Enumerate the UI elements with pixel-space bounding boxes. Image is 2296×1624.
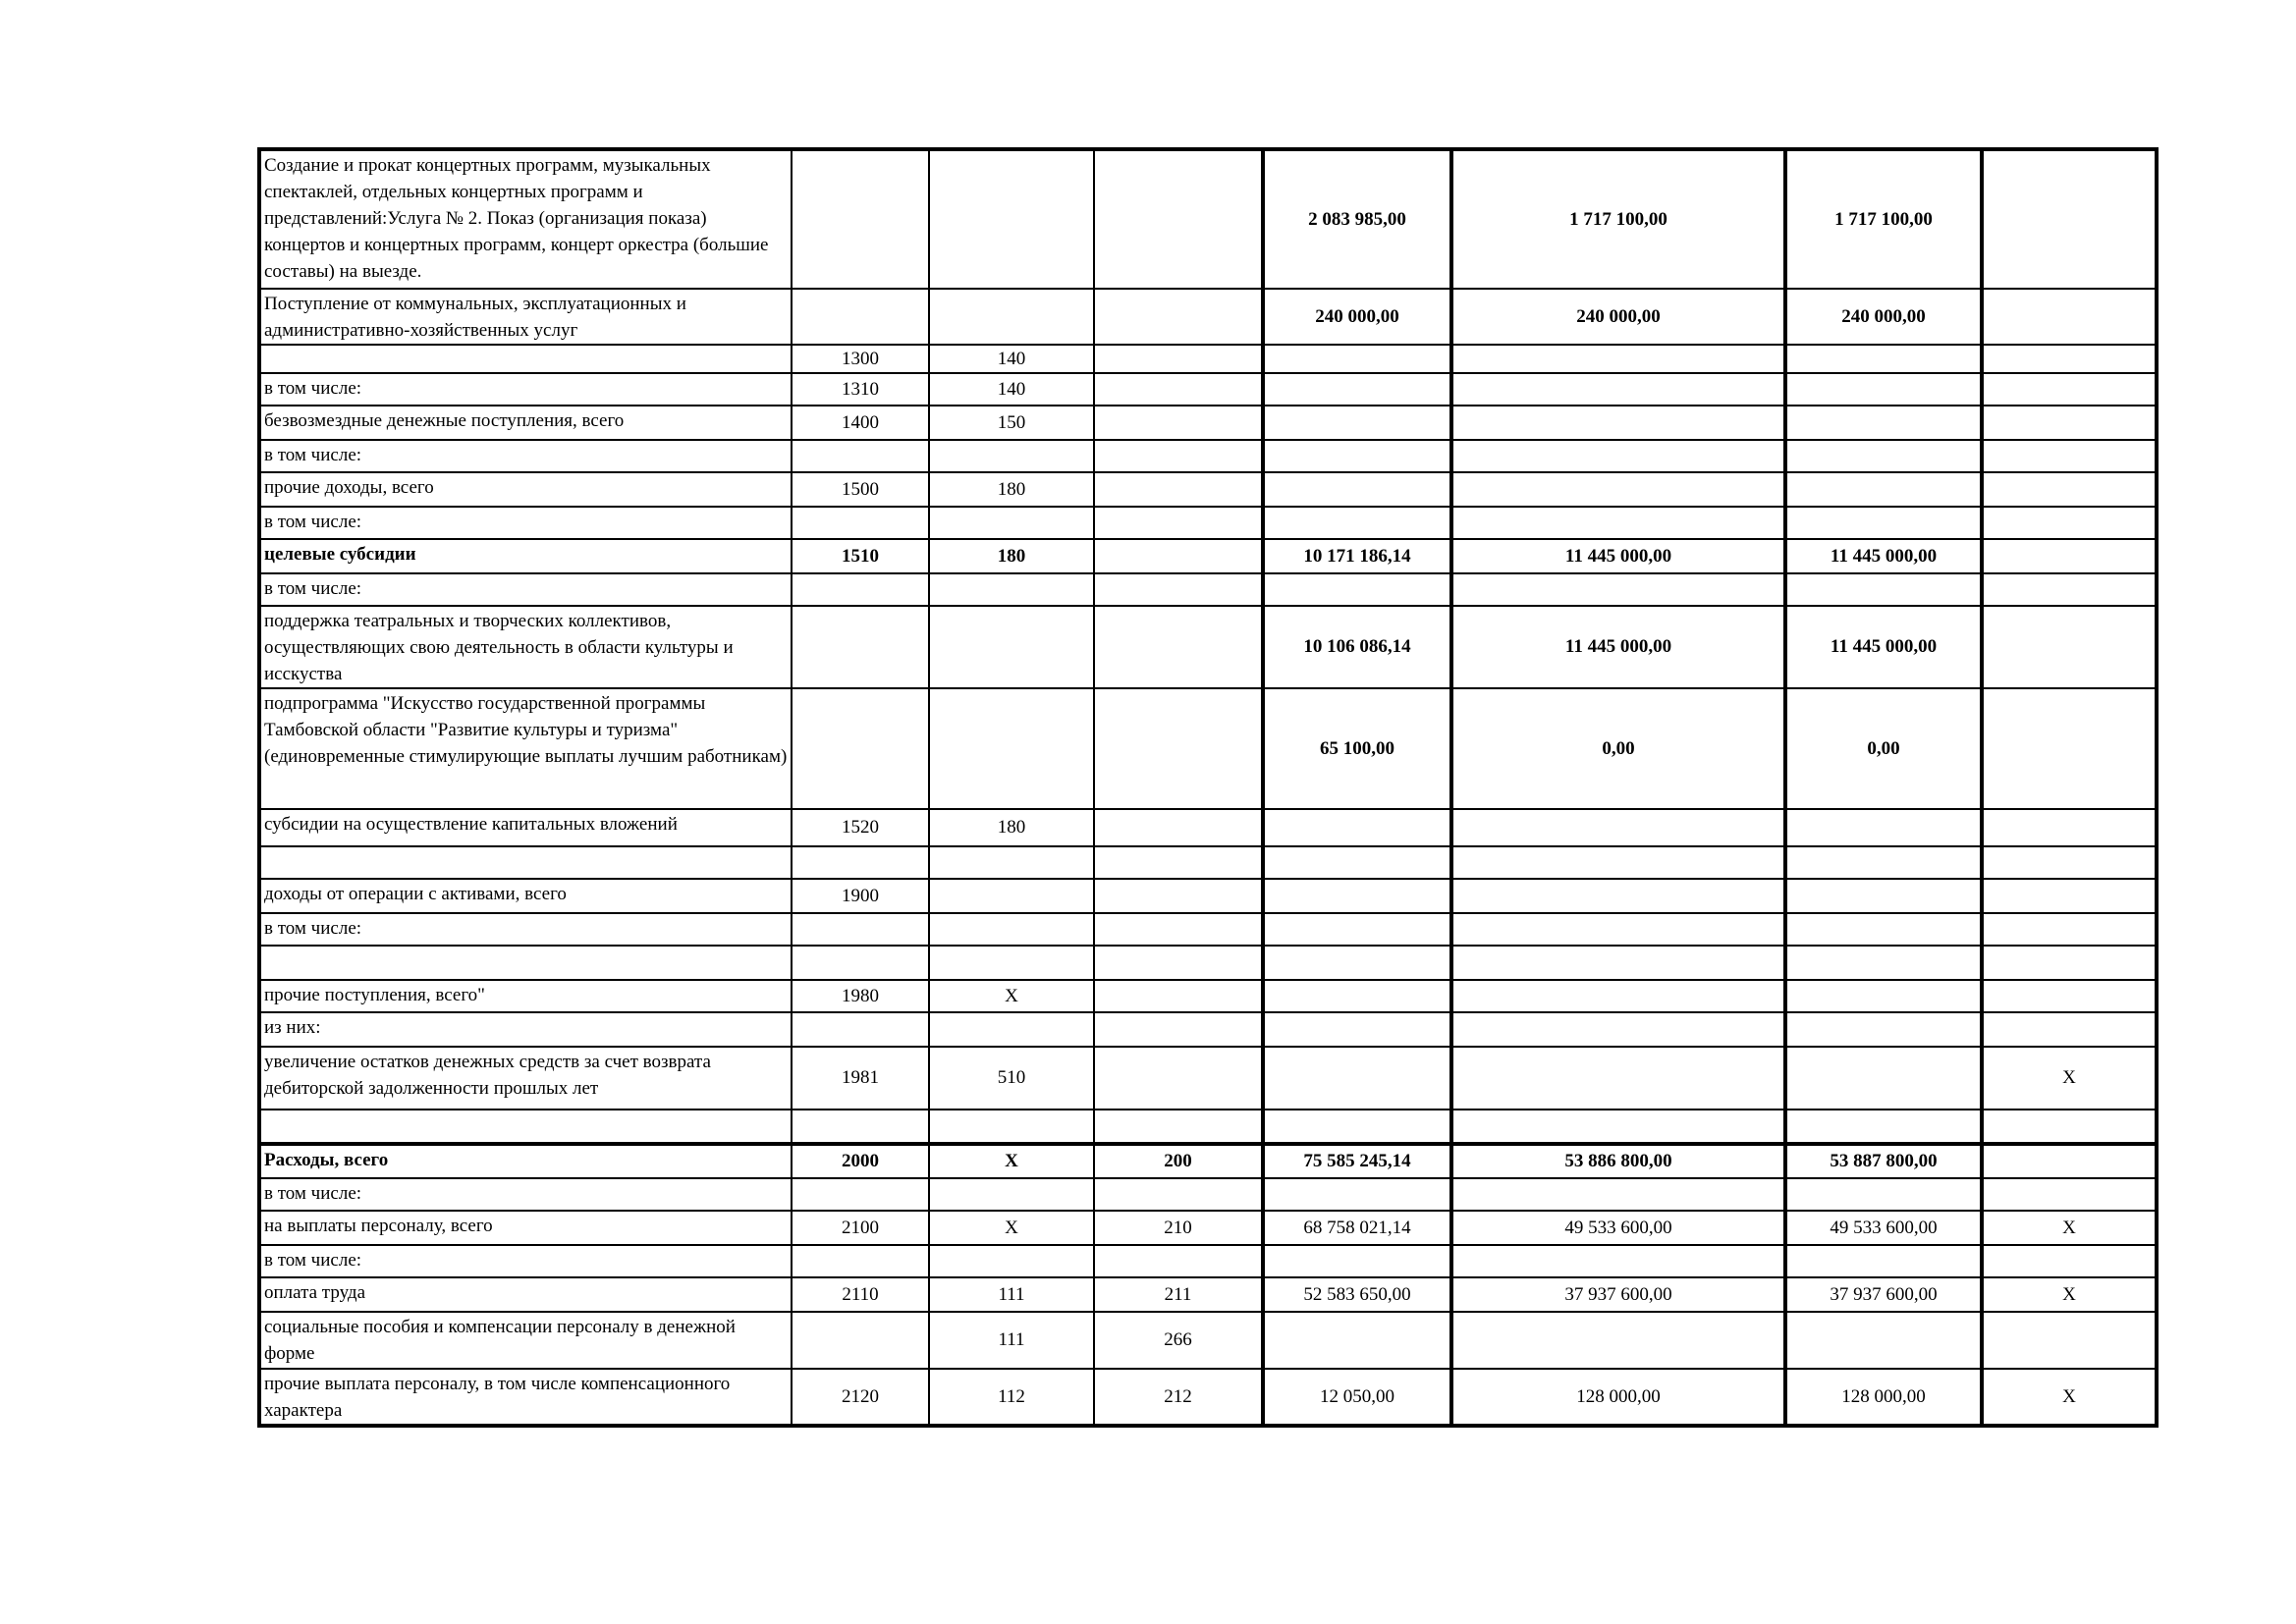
table-row <box>259 980 2157 1012</box>
extra-cell <box>1982 1144 2157 1178</box>
total-amount-cell: 68 758 021,14 <box>1263 1211 1451 1245</box>
year1-amount-cell <box>1451 373 1785 406</box>
kosgu-code-cell: X <box>929 1211 1094 1245</box>
year1-amount-cell <box>1451 913 1785 946</box>
indicator-name-cell: прочие доходы, всего <box>259 472 792 507</box>
extra-cell <box>1982 980 2157 1012</box>
kosgu-code-cell: 510 <box>929 1047 1094 1110</box>
year2-amount-cell <box>1785 913 1982 946</box>
kbk-code-cell <box>1094 809 1263 846</box>
total-amount-cell <box>1263 1245 1451 1277</box>
table-row <box>259 688 2157 809</box>
total-amount-cell <box>1263 1012 1451 1047</box>
year1-amount-cell <box>1451 980 1785 1012</box>
year2-amount-cell: 11 445 000,00 <box>1785 539 1982 573</box>
row-code-cell <box>792 440 929 472</box>
kbk-code-cell <box>1094 573 1263 606</box>
kbk-code-cell <box>1094 406 1263 440</box>
indicator-name-cell: в том числе: <box>259 573 792 606</box>
kbk-code-cell <box>1094 507 1263 539</box>
extra-cell <box>1982 472 2157 507</box>
year1-amount-cell: 11 445 000,00 <box>1451 606 1785 688</box>
kosgu-code-cell: 180 <box>929 472 1094 507</box>
kosgu-code-cell: X <box>929 1144 1094 1178</box>
kbk-code-cell <box>1094 373 1263 406</box>
total-amount-cell <box>1263 913 1451 946</box>
kosgu-code-cell <box>929 879 1094 913</box>
extra-cell: X <box>1982 1277 2157 1312</box>
kosgu-code-cell: X <box>929 980 1094 1012</box>
row-code-cell <box>792 688 929 809</box>
total-amount-cell <box>1263 946 1451 980</box>
kosgu-code-cell <box>929 606 1094 688</box>
total-amount-cell <box>1263 980 1451 1012</box>
row-code-cell <box>792 846 929 879</box>
total-amount-cell <box>1263 440 1451 472</box>
year1-amount-cell <box>1451 879 1785 913</box>
kosgu-code-cell: 180 <box>929 809 1094 846</box>
extra-cell: X <box>1982 1369 2157 1426</box>
year1-amount-cell <box>1451 1047 1785 1110</box>
table-body <box>259 149 2157 1426</box>
year2-amount-cell <box>1785 507 1982 539</box>
kbk-code-cell <box>1094 606 1263 688</box>
year2-amount-cell: 11 445 000,00 <box>1785 606 1982 688</box>
kosgu-code-cell <box>929 1110 1094 1144</box>
table-row <box>259 472 2157 507</box>
year1-amount-cell: 1 717 100,00 <box>1451 149 1785 289</box>
extra-cell <box>1982 809 2157 846</box>
indicator-name-cell: в том числе: <box>259 373 792 406</box>
kosgu-code-cell: 140 <box>929 373 1094 406</box>
table-row <box>259 1012 2157 1047</box>
year2-amount-cell <box>1785 946 1982 980</box>
total-amount-cell: 10 106 086,14 <box>1263 606 1451 688</box>
total-amount-cell <box>1263 573 1451 606</box>
indicator-name-cell: в том числе: <box>259 913 792 946</box>
financial-plan-table <box>257 147 2159 1428</box>
kbk-code-cell <box>1094 980 1263 1012</box>
row-code-cell <box>792 149 929 289</box>
table-row <box>259 846 2157 879</box>
year2-amount-cell <box>1785 345 1982 373</box>
kbk-code-cell <box>1094 1047 1263 1110</box>
row-code-cell <box>792 913 929 946</box>
table-row <box>259 606 2157 688</box>
year1-amount-cell: 11 445 000,00 <box>1451 539 1785 573</box>
kosgu-code-cell <box>929 573 1094 606</box>
kosgu-code-cell <box>929 1178 1094 1211</box>
table-row <box>259 946 2157 980</box>
year1-amount-cell <box>1451 1012 1785 1047</box>
total-amount-cell: 12 050,00 <box>1263 1369 1451 1426</box>
kbk-code-cell: 212 <box>1094 1369 1263 1426</box>
total-amount-cell <box>1263 373 1451 406</box>
total-amount-cell: 240 000,00 <box>1263 289 1451 345</box>
table-row <box>259 289 2157 345</box>
extra-cell <box>1982 345 2157 373</box>
extra-cell <box>1982 573 2157 606</box>
year2-amount-cell <box>1785 1312 1982 1369</box>
year1-amount-cell: 49 533 600,00 <box>1451 1211 1785 1245</box>
year2-amount-cell <box>1785 1110 1982 1144</box>
year2-amount-cell: 49 533 600,00 <box>1785 1211 1982 1245</box>
kosgu-code-cell: 111 <box>929 1277 1094 1312</box>
kbk-code-cell: 210 <box>1094 1211 1263 1245</box>
kosgu-code-cell: 112 <box>929 1369 1094 1426</box>
year2-amount-cell <box>1785 846 1982 879</box>
extra-cell <box>1982 1312 2157 1369</box>
year2-amount-cell <box>1785 879 1982 913</box>
year2-amount-cell <box>1785 440 1982 472</box>
year1-amount-cell: 0,00 <box>1451 688 1785 809</box>
indicator-name-cell: Создание и прокат концертных программ, музыкальных спектаклей, отдельных концертных программ и представлений:Услуга № 2. Показ (организация показа) концертов и концертных программ, концерт оркестра (большие составы) на выезде. <box>259 149 792 289</box>
kbk-code-cell <box>1094 149 1263 289</box>
total-amount-cell <box>1263 472 1451 507</box>
row-code-cell: 2120 <box>792 1369 929 1426</box>
table-row <box>259 1178 2157 1211</box>
indicator-name-cell: в том числе: <box>259 1178 792 1211</box>
year2-amount-cell <box>1785 472 1982 507</box>
kosgu-code-cell <box>929 846 1094 879</box>
indicator-name-cell: в том числе: <box>259 440 792 472</box>
extra-cell <box>1982 606 2157 688</box>
extra-cell <box>1982 539 2157 573</box>
total-amount-cell <box>1263 1047 1451 1110</box>
year1-amount-cell <box>1451 846 1785 879</box>
total-amount-cell: 75 585 245,14 <box>1263 1144 1451 1178</box>
year1-amount-cell <box>1451 440 1785 472</box>
indicator-name-cell: на выплаты персоналу, всего <box>259 1211 792 1245</box>
year2-amount-cell: 37 937 600,00 <box>1785 1277 1982 1312</box>
year2-amount-cell <box>1785 1245 1982 1277</box>
extra-cell <box>1982 373 2157 406</box>
year1-amount-cell <box>1451 1245 1785 1277</box>
indicator-name-cell: безвозмездные денежные поступления, всего <box>259 406 792 440</box>
row-code-cell: 2110 <box>792 1277 929 1312</box>
kbk-code-cell <box>1094 1012 1263 1047</box>
year2-amount-cell: 240 000,00 <box>1785 289 1982 345</box>
total-amount-cell <box>1263 1110 1451 1144</box>
indicator-name-cell <box>259 946 792 980</box>
row-code-cell <box>792 1012 929 1047</box>
indicator-name-cell: целевые субсидии <box>259 539 792 573</box>
indicator-name-cell: оплата труда <box>259 1277 792 1312</box>
indicator-name-cell: поддержка театральных и творческих коллективов, осуществляющих свою деятельность в области культуры и исскуства <box>259 606 792 688</box>
table-row <box>259 1144 2157 1178</box>
row-code-cell: 1510 <box>792 539 929 573</box>
kbk-code-cell <box>1094 846 1263 879</box>
table-row <box>259 1110 2157 1144</box>
total-amount-cell <box>1263 879 1451 913</box>
kosgu-code-cell <box>929 913 1094 946</box>
kosgu-code-cell <box>929 946 1094 980</box>
document-sheet <box>257 147 2155 1428</box>
extra-cell <box>1982 149 2157 289</box>
row-code-cell: 1400 <box>792 406 929 440</box>
row-code-cell: 1310 <box>792 373 929 406</box>
table-row <box>259 345 2157 373</box>
row-code-cell: 1981 <box>792 1047 929 1110</box>
year1-amount-cell: 37 937 600,00 <box>1451 1277 1785 1312</box>
indicator-name-cell: из них: <box>259 1012 792 1047</box>
table-row <box>259 1277 2157 1312</box>
extra-cell: X <box>1982 1211 2157 1245</box>
indicator-name-cell: в том числе: <box>259 507 792 539</box>
kosgu-code-cell: 111 <box>929 1312 1094 1369</box>
extra-cell <box>1982 440 2157 472</box>
total-amount-cell: 2 083 985,00 <box>1263 149 1451 289</box>
year2-amount-cell <box>1785 1178 1982 1211</box>
row-code-cell <box>792 1110 929 1144</box>
indicator-name-cell: социальные пособия и компенсации персоналу в денежной форме <box>259 1312 792 1369</box>
row-code-cell <box>792 1178 929 1211</box>
year1-amount-cell <box>1451 345 1785 373</box>
year2-amount-cell <box>1785 809 1982 846</box>
extra-cell <box>1982 846 2157 879</box>
indicator-name-cell: Поступление от коммунальных, эксплуатационных и административно-хозяйственных услуг <box>259 289 792 345</box>
kbk-code-cell: 266 <box>1094 1312 1263 1369</box>
row-code-cell <box>792 1312 929 1369</box>
kosgu-code-cell <box>929 289 1094 345</box>
indicator-name-cell: прочие выплата персоналу, в том числе компенсационного характера <box>259 1369 792 1426</box>
kbk-code-cell <box>1094 472 1263 507</box>
table-row <box>259 149 2157 289</box>
year2-amount-cell <box>1785 373 1982 406</box>
extra-cell <box>1982 688 2157 809</box>
kosgu-code-cell <box>929 1245 1094 1277</box>
total-amount-cell: 65 100,00 <box>1263 688 1451 809</box>
extra-cell <box>1982 1178 2157 1211</box>
indicator-name-cell: доходы от операции с активами, всего <box>259 879 792 913</box>
total-amount-cell <box>1263 809 1451 846</box>
indicator-name-cell: подпрограмма "Искусство государственной программы Тамбовской области "Развитие культуры и туризма" (единовременные стимулирующие выплаты лучшим работникам) <box>259 688 792 809</box>
kosgu-code-cell <box>929 688 1094 809</box>
table-row <box>259 507 2157 539</box>
kbk-code-cell <box>1094 345 1263 373</box>
row-code-cell: 2100 <box>792 1211 929 1245</box>
row-code-cell: 1900 <box>792 879 929 913</box>
extra-cell <box>1982 406 2157 440</box>
year1-amount-cell <box>1451 573 1785 606</box>
extra-cell <box>1982 1110 2157 1144</box>
indicator-name-cell <box>259 1110 792 1144</box>
row-code-cell: 2000 <box>792 1144 929 1178</box>
total-amount-cell: 10 171 186,14 <box>1263 539 1451 573</box>
extra-cell <box>1982 1245 2157 1277</box>
indicator-name-cell <box>259 345 792 373</box>
row-code-cell <box>792 289 929 345</box>
extra-cell: X <box>1982 1047 2157 1110</box>
kbk-code-cell: 211 <box>1094 1277 1263 1312</box>
year1-amount-cell <box>1451 472 1785 507</box>
row-code-cell <box>792 946 929 980</box>
year1-amount-cell <box>1451 1312 1785 1369</box>
year2-amount-cell: 1 717 100,00 <box>1785 149 1982 289</box>
indicator-name-cell: прочие поступления, всего" <box>259 980 792 1012</box>
indicator-name-cell: в том числе: <box>259 1245 792 1277</box>
row-code-cell: 1300 <box>792 345 929 373</box>
table-row <box>259 1047 2157 1110</box>
row-code-cell: 1500 <box>792 472 929 507</box>
total-amount-cell <box>1263 406 1451 440</box>
year2-amount-cell <box>1785 406 1982 440</box>
total-amount-cell <box>1263 345 1451 373</box>
indicator-name-cell: субсидии на осуществление капитальных вложений <box>259 809 792 846</box>
kosgu-code-cell: 140 <box>929 345 1094 373</box>
indicator-name-cell: увеличение остатков денежных средств за счет возврата дебиторской задолженности прошлых лет <box>259 1047 792 1110</box>
table-row <box>259 913 2157 946</box>
extra-cell <box>1982 1012 2157 1047</box>
row-code-cell <box>792 507 929 539</box>
indicator-name-cell <box>259 846 792 879</box>
year1-amount-cell: 53 886 800,00 <box>1451 1144 1785 1178</box>
year2-amount-cell <box>1785 1012 1982 1047</box>
kbk-code-cell <box>1094 440 1263 472</box>
kbk-code-cell <box>1094 539 1263 573</box>
extra-cell <box>1982 913 2157 946</box>
table-row <box>259 1369 2157 1426</box>
kosgu-code-cell <box>929 507 1094 539</box>
extra-cell <box>1982 289 2157 345</box>
year2-amount-cell <box>1785 1047 1982 1110</box>
table-row <box>259 1312 2157 1369</box>
table-row <box>259 440 2157 472</box>
year2-amount-cell: 53 887 800,00 <box>1785 1144 1982 1178</box>
row-code-cell <box>792 1245 929 1277</box>
row-code-cell <box>792 573 929 606</box>
table-row <box>259 809 2157 846</box>
kbk-code-cell <box>1094 289 1263 345</box>
table-row <box>259 373 2157 406</box>
year1-amount-cell <box>1451 406 1785 440</box>
indicator-name-cell: Расходы, всего <box>259 1144 792 1178</box>
table-row <box>259 879 2157 913</box>
year1-amount-cell <box>1451 1178 1785 1211</box>
extra-cell <box>1982 946 2157 980</box>
year1-amount-cell <box>1451 1110 1785 1144</box>
table-row <box>259 539 2157 573</box>
kbk-code-cell <box>1094 879 1263 913</box>
total-amount-cell <box>1263 507 1451 539</box>
row-code-cell <box>792 606 929 688</box>
table-row <box>259 573 2157 606</box>
extra-cell <box>1982 507 2157 539</box>
total-amount-cell <box>1263 1312 1451 1369</box>
kosgu-code-cell: 180 <box>929 539 1094 573</box>
row-code-cell: 1980 <box>792 980 929 1012</box>
year2-amount-cell <box>1785 980 1982 1012</box>
kbk-code-cell <box>1094 1178 1263 1211</box>
extra-cell <box>1982 879 2157 913</box>
year1-amount-cell: 128 000,00 <box>1451 1369 1785 1426</box>
kbk-code-cell <box>1094 688 1263 809</box>
kosgu-code-cell <box>929 149 1094 289</box>
year1-amount-cell <box>1451 507 1785 539</box>
total-amount-cell <box>1263 846 1451 879</box>
table-row <box>259 1211 2157 1245</box>
kosgu-code-cell <box>929 1012 1094 1047</box>
kbk-code-cell <box>1094 913 1263 946</box>
kbk-code-cell <box>1094 1245 1263 1277</box>
table-row <box>259 406 2157 440</box>
year2-amount-cell: 0,00 <box>1785 688 1982 809</box>
year1-amount-cell <box>1451 946 1785 980</box>
year1-amount-cell <box>1451 809 1785 846</box>
kosgu-code-cell <box>929 440 1094 472</box>
year2-amount-cell: 128 000,00 <box>1785 1369 1982 1426</box>
row-code-cell: 1520 <box>792 809 929 846</box>
kbk-code-cell <box>1094 1110 1263 1144</box>
kbk-code-cell: 200 <box>1094 1144 1263 1178</box>
total-amount-cell: 52 583 650,00 <box>1263 1277 1451 1312</box>
kosgu-code-cell: 150 <box>929 406 1094 440</box>
year1-amount-cell: 240 000,00 <box>1451 289 1785 345</box>
kbk-code-cell <box>1094 946 1263 980</box>
table-row <box>259 1245 2157 1277</box>
year2-amount-cell <box>1785 573 1982 606</box>
total-amount-cell <box>1263 1178 1451 1211</box>
